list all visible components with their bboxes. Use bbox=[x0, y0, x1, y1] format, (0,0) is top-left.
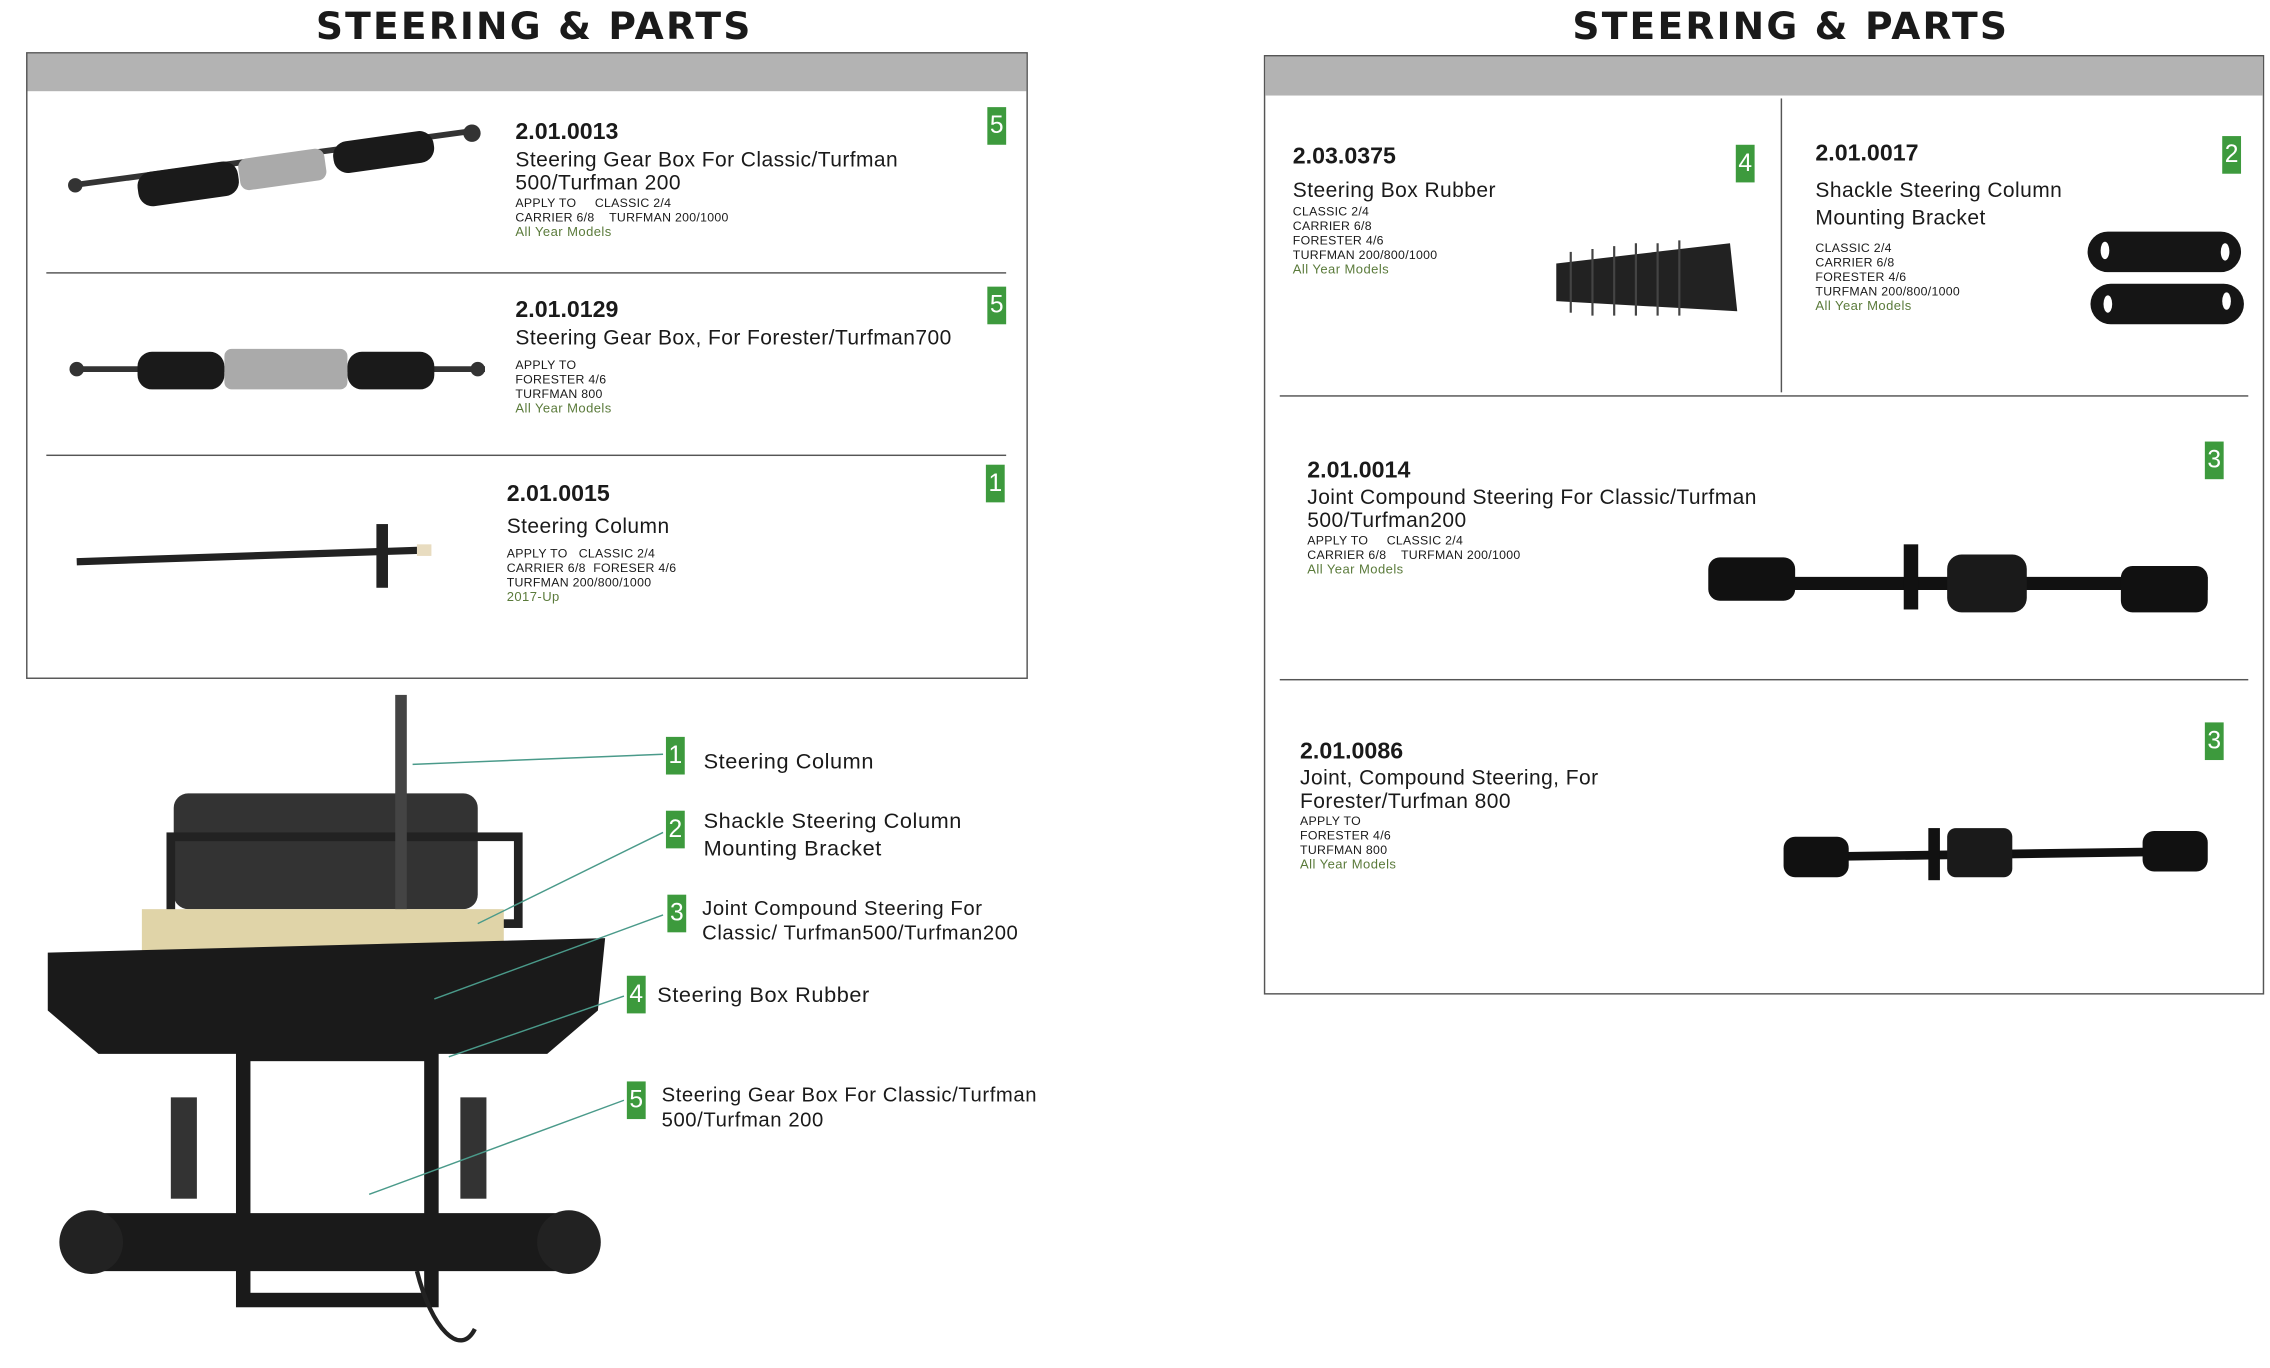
steering-gear-box-forester-image bbox=[65, 340, 492, 405]
apply-to: APPLY TO CLASSIC 2/4 CARRIER 6/8 FORESER 4/6 TURFMAN 200/800/1000 bbox=[506, 545, 677, 590]
steering-gear-box-image bbox=[58, 116, 492, 232]
callout-label: Steering Box Rubber bbox=[657, 982, 870, 1008]
model-years: All Year Models bbox=[1307, 561, 1404, 577]
part-entry bbox=[507, 482, 677, 604]
apply-to: APPLY TO FORESTER 4/6 TURFMAN 800 bbox=[515, 357, 607, 402]
panel-header-bar bbox=[28, 54, 1027, 92]
callout-label: Steering Column bbox=[703, 749, 875, 775]
part-title: Steering Gear Box, For Forester/Turfman700 bbox=[515, 327, 952, 351]
part-code: 2.01.0014 bbox=[1307, 458, 1411, 484]
callout-badge: 5 bbox=[627, 1081, 646, 1119]
divider bbox=[1280, 679, 2249, 680]
divider bbox=[46, 455, 1006, 456]
part-title: Steering Column bbox=[506, 515, 670, 539]
panel-header-bar bbox=[1265, 56, 2262, 95]
right-page-title: STEERING & PARTS bbox=[1572, 5, 2010, 50]
part-code: 2.01.0129 bbox=[515, 298, 619, 323]
steering-box-rubber-image bbox=[1542, 232, 1745, 326]
ref-badge: 1 bbox=[986, 465, 1005, 503]
apply-to: APPLY TO CLASSIC 2/4 CARRIER 6/8 TURFMAN 200/1000 bbox=[1307, 532, 1521, 562]
callout-badge: 3 bbox=[667, 895, 686, 933]
apply-to: APPLY TO CLASSIC 2/4 CARRIER 6/8 TURFMAN 200/1000 bbox=[515, 195, 729, 225]
divider bbox=[1781, 98, 1782, 392]
steering-column-image bbox=[69, 521, 438, 593]
divider bbox=[1280, 395, 2249, 396]
part-code: 2.03.0375 bbox=[1292, 144, 1396, 170]
apply-to: APPLY TO FORESTER 4/6 TURFMAN 800 bbox=[1300, 813, 1392, 858]
joint-compound-steering-image bbox=[1701, 540, 2222, 627]
part-entry bbox=[1300, 740, 1598, 872]
ref-badge: 3 bbox=[2205, 442, 2224, 480]
part-title: Steering Box Rubber bbox=[1292, 179, 1496, 203]
joint-compound-steering-forester-image bbox=[1781, 822, 2215, 887]
part-code: 2.01.0015 bbox=[506, 482, 610, 507]
model-years: All Year Models bbox=[1815, 298, 1912, 313]
part-title: Shackle Steering Column Mounting Bracket bbox=[1815, 179, 2063, 231]
apply-to: CLASSIC 2/4 CARRIER 6/8 FORESTER 4/6 TURFMAN 200/800/1000 bbox=[1292, 204, 1438, 263]
model-years: All Year Models bbox=[515, 224, 612, 239]
mounting-bracket-image bbox=[2085, 229, 2247, 330]
leader-lines bbox=[0, 0, 1, 1]
ref-badge: 5 bbox=[987, 287, 1006, 325]
callout-label: Shackle Steering Column Mounting Bracket bbox=[703, 809, 962, 862]
divider bbox=[46, 272, 1006, 273]
ref-badge: 3 bbox=[2205, 722, 2224, 760]
model-years: All Year Models bbox=[515, 401, 612, 416]
part-entry bbox=[1307, 459, 1757, 576]
part-code: 2.01.0017 bbox=[1815, 141, 1919, 167]
part-entry bbox=[515, 298, 951, 415]
ref-badge: 4 bbox=[1736, 145, 1755, 183]
callout-label: Joint Compound Steering For Classic/ Turfman500/Turfman200 bbox=[702, 896, 1019, 944]
part-title: Steering Gear Box For Classic/Turfman 500/Turfman 200 bbox=[515, 149, 899, 196]
left-page-title: STEERING & PARTS bbox=[315, 5, 753, 50]
model-years: All Year Models bbox=[1300, 857, 1397, 872]
callout-badge: 1 bbox=[666, 737, 685, 775]
part-title: Joint Compound Steering For Classic/Turfman 500/Turfman200 bbox=[1307, 486, 1757, 533]
part-code: 2.01.0086 bbox=[1300, 739, 1404, 765]
callout-badge: 2 bbox=[666, 811, 685, 849]
model-years: 2017-Up bbox=[506, 589, 560, 604]
part-entry bbox=[1293, 145, 1496, 277]
part-entry bbox=[515, 120, 898, 239]
model-years: All Year Models bbox=[1292, 262, 1390, 277]
part-code: 2.01.0013 bbox=[515, 120, 619, 145]
callout-label: Steering Gear Box For Classic/Turfman 500/Turfman 200 bbox=[661, 1082, 1038, 1131]
apply-to: CLASSIC 2/4 CARRIER 6/8 FORESTER 4/6 TURFMAN 200/800/1000 bbox=[1815, 240, 1961, 299]
callout-badge: 4 bbox=[627, 976, 646, 1014]
part-title: Joint, Compound Steering, For Forester/Turfman 800 bbox=[1300, 767, 1599, 814]
part-entry bbox=[1815, 142, 2062, 313]
ref-badge: 2 bbox=[2222, 136, 2241, 174]
ref-badge: 5 bbox=[987, 107, 1006, 145]
chassis-diagram-image bbox=[41, 692, 620, 1365]
